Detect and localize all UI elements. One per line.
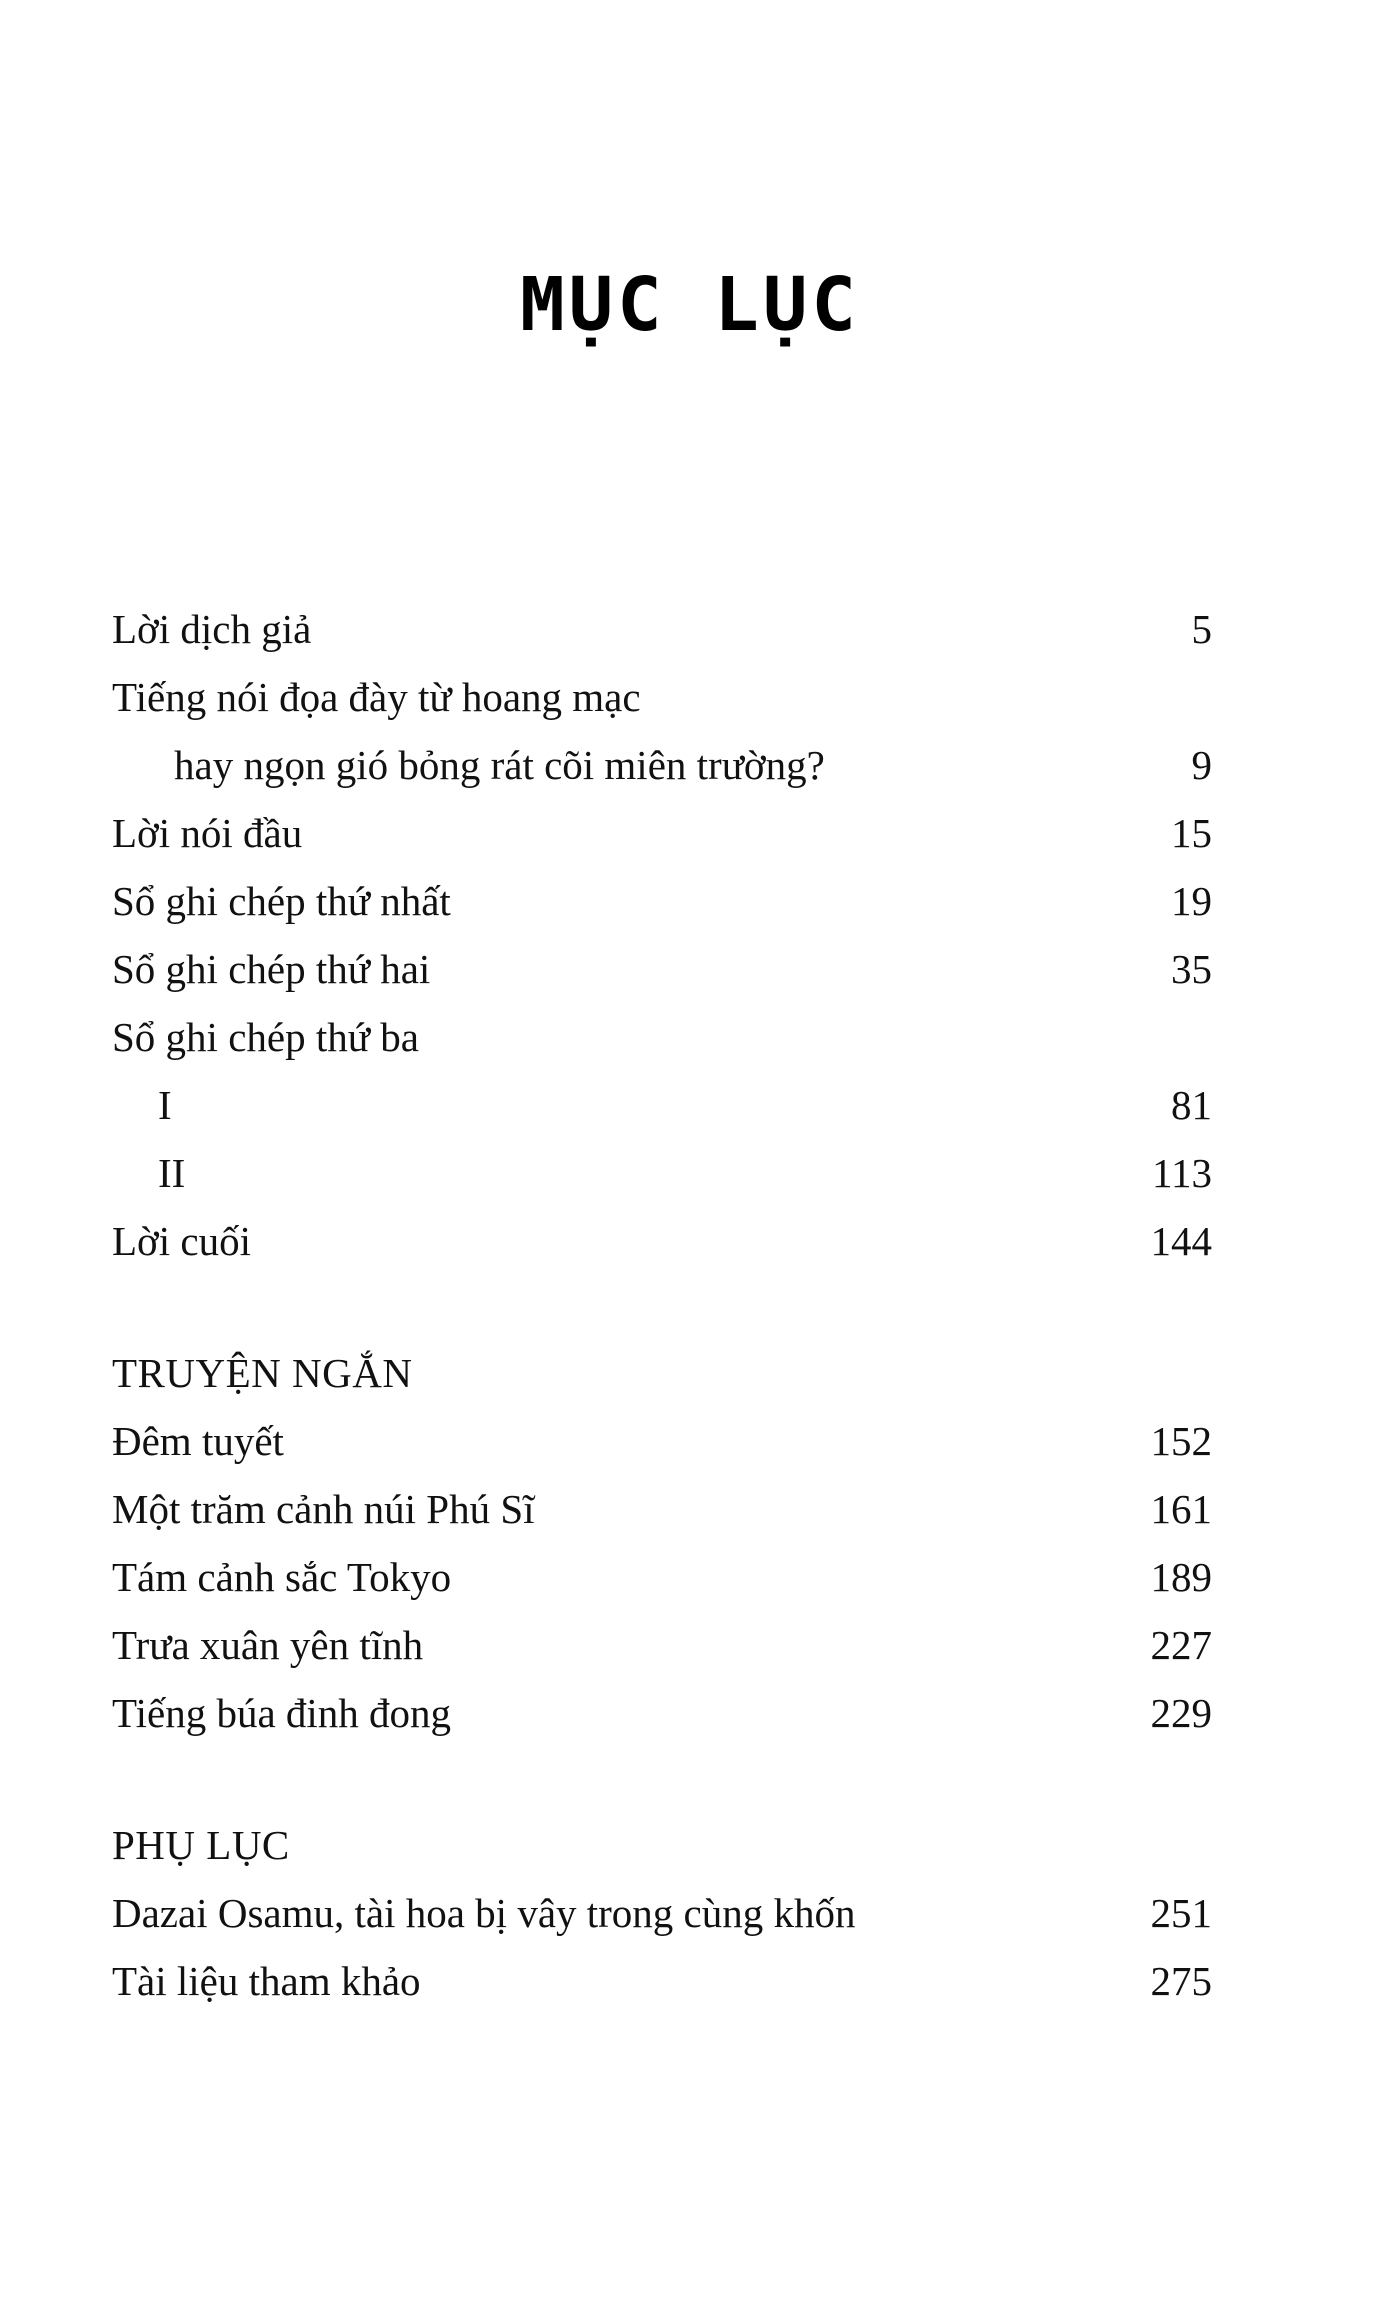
toc-entry[interactable] [112,1947,1212,2015]
toc-entry-page: 9 [1191,742,1212,788]
toc-entry-label: Sổ ghi chép thứ nhất [112,878,451,924]
toc-entry-label: hay ngọn gió bỏng rát cõi miên trường? [174,742,825,788]
toc-entry-label: Sổ ghi chép thứ ba [112,1014,419,1060]
toc-entry-label: Tám cảnh sắc Tokyo [112,1554,452,1600]
toc-entry-page: 15 [1171,810,1212,856]
toc-entry-page: 161 [1150,1486,1212,1532]
toc-entry-label: Dazai Osamu, tài hoa bị vây trong cùng khốn [112,1890,856,1936]
toc-entry-page: 144 [1150,1218,1212,1264]
toc-entry[interactable] [112,1679,1212,1747]
section-spacer [112,1747,1212,1811]
toc-entry[interactable] [112,1611,1212,1679]
toc-entry[interactable] [112,1475,1212,1543]
toc-entry-label: II [158,1150,186,1196]
toc-entry[interactable] [112,867,1212,935]
toc-entry[interactable] [112,1003,1212,1071]
toc-entry[interactable] [112,1543,1212,1611]
toc-entry-page: 81 [1171,1082,1212,1128]
toc-entry[interactable] [112,595,1212,663]
toc-entry-label: Lời nói đầu [112,810,303,856]
toc-entry-page: 5 [1191,606,1212,652]
toc-entry[interactable] [112,1207,1212,1275]
toc-entry-page: 251 [1150,1890,1212,1936]
toc-entry[interactable] [112,1407,1212,1475]
section-heading-truyen-ngan: TRUYỆN NGẮN [112,1350,413,1396]
page-title: MỤC LỤC [520,262,860,348]
toc-entry-label: Trưa xuân yên tĩnh [112,1622,424,1668]
toc-entry[interactable] [112,731,1212,799]
toc-entry[interactable] [112,663,1212,731]
toc-entry[interactable] [112,799,1212,867]
toc-entry-label: Lời cuối [112,1218,251,1264]
toc-entry-label: Tiếng nói đọa đày từ hoang mạc [112,674,641,720]
section-spacer [112,1275,1212,1339]
toc-entry-page: 35 [1171,946,1212,992]
toc-entry-page: 152 [1150,1418,1212,1464]
toc-entry-page: 19 [1171,878,1212,924]
toc-entry-page: 229 [1150,1690,1212,1736]
toc-entry-label: Một trăm cảnh núi Phú Sĩ [112,1486,535,1532]
toc-entry[interactable] [112,935,1212,1003]
toc-entry-label: Sổ ghi chép thứ hai [112,946,431,992]
toc-entry[interactable] [112,1071,1212,1139]
toc-entry-page: 189 [1150,1554,1212,1600]
toc-entry-page: 227 [1150,1622,1212,1668]
toc-entry-label: Lời dịch giả [112,606,312,652]
toc-entry-label: Tài liệu tham khảo [112,1958,421,2004]
toc-entry-page: 113 [1152,1150,1212,1196]
section-heading-phu-luc: PHỤ LỤC [112,1822,290,1868]
toc-entry[interactable] [112,1879,1212,1947]
toc-entry-label: I [158,1082,172,1128]
table-of-contents [112,595,1212,2015]
toc-entry-label: Đêm tuyết [112,1418,284,1464]
toc-entry-label: Tiếng búa đinh đong [112,1690,452,1736]
toc-entry[interactable] [112,1139,1212,1207]
toc-entry-page: 275 [1150,1958,1212,2004]
